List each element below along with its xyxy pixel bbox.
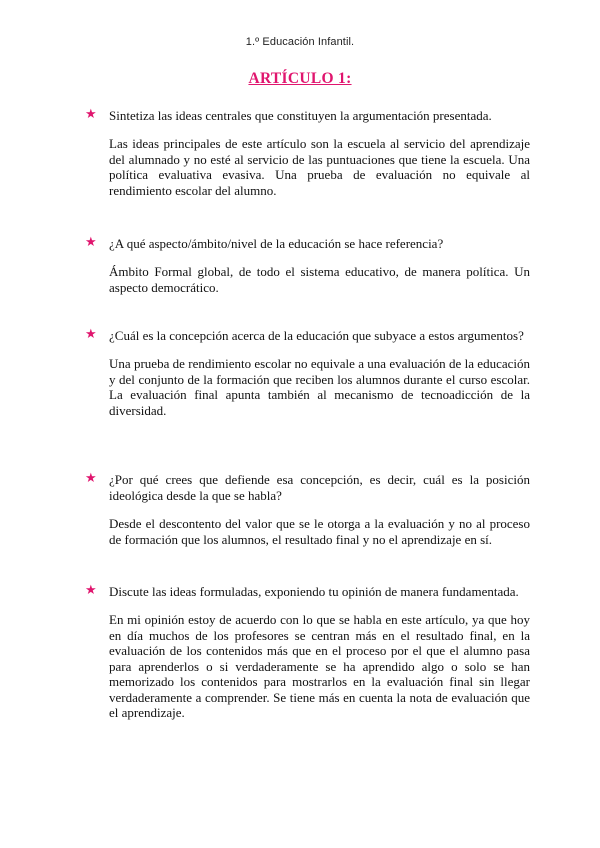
question-4 xyxy=(85,472,530,504)
star-icon: ★ xyxy=(85,471,97,486)
question-3 xyxy=(85,328,530,344)
star-icon: ★ xyxy=(85,327,97,342)
question-2 xyxy=(85,236,530,252)
answer-2: Ámbito Formal global, de todo el sistema educativo, de manera política. Un aspecto democrático. xyxy=(109,264,530,295)
star-icon: ★ xyxy=(85,107,97,122)
answer-5: En mi opinión estoy de acuerdo con lo que se habla en este artículo, ya que hoy en día muchos de los profesores se centran más en el resultado final, en la evaluación de los contenidos más que en el proceso por el que el alumno pasa para aprenderlos o si verdaderamente se ha aprendido algo o solo se han memorizado los contenidos para mostrarlos en la evaluación final sin llegar verdaderamente a comprender. Se tiene más en cuenta la nota de evaluación que el aprendizaje. xyxy=(109,612,530,720)
answer-3: Una prueba de rendimiento escolar no equivale a una evaluación de la educación y del conjunto de la formación que reciben los alumnos durante el curso escolar. La evaluación final apunta también al mecanismo de tecnoadicción de la diversidad. xyxy=(109,356,530,418)
question-3-text: ¿Cuál es la concepción acerca de la educación que subyace a estos argumentos? xyxy=(109,328,524,343)
article-title: ARTÍCULO 1: xyxy=(248,70,352,87)
answer-1: Las ideas principales de este artículo son la escuela al servicio del aprendizaje del alumnado y no esté al servicio de las puntuaciones que tiene la escuela. Una política evaluativa evasiva. Una prueba de evaluación no equivale al rendimiento escolar del alumno. xyxy=(109,136,530,198)
question-5-text: Discute las ideas formuladas, exponiendo tu opinión de manera fundamentada. xyxy=(109,584,519,599)
question-5 xyxy=(85,584,530,600)
question-2-text: ¿A qué aspecto/ámbito/nivel de la educación se hace referencia? xyxy=(109,236,444,251)
question-section-1 xyxy=(85,108,530,198)
star-icon: ★ xyxy=(85,235,97,250)
question-section-4 xyxy=(85,472,530,547)
answer-4: Desde el descontento del valor que se le otorga a la evaluación y no al proceso de formación que los alumnos, el resultado final y no el aprendizaje en sí. xyxy=(109,516,530,547)
question-1 xyxy=(85,108,530,124)
question-4-text: ¿Por qué crees que defiende esa concepción, es decir, cuál es la posición ideológica desde la que se habla? xyxy=(109,472,530,503)
page-header: 1.º Educación Infantil. xyxy=(245,36,355,48)
question-section-3 xyxy=(85,328,530,418)
question-section-2 xyxy=(85,236,530,295)
question-section-5 xyxy=(85,584,530,721)
question-1-text: Sintetiza las ideas centrales que constituyen la argumentación presentada. xyxy=(109,108,492,123)
star-icon: ★ xyxy=(85,583,97,598)
